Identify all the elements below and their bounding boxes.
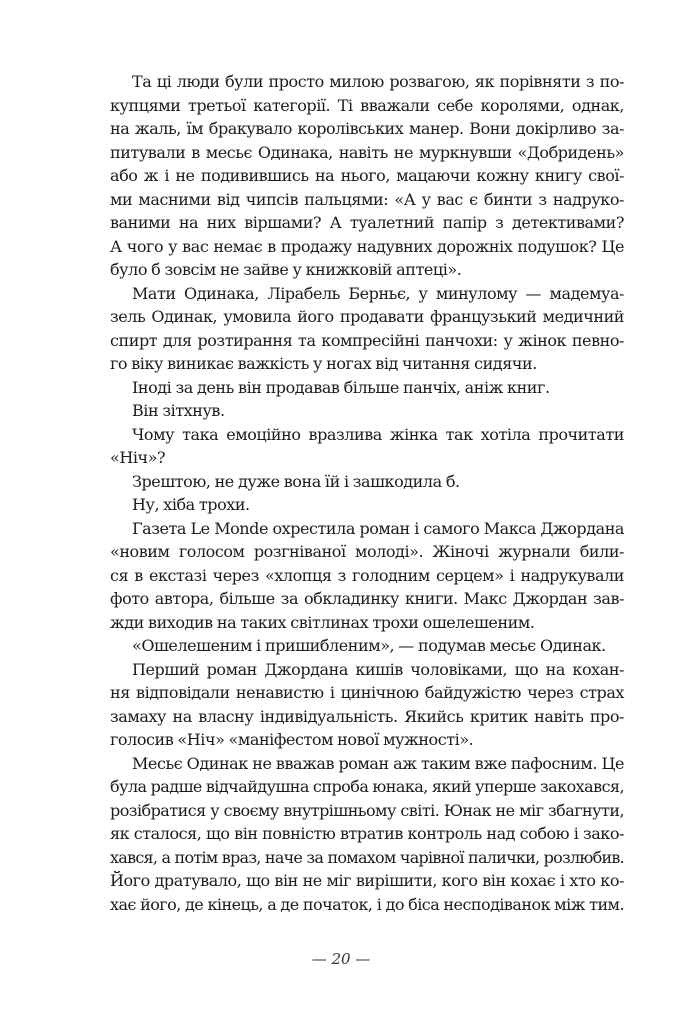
- text-line: питували в месьє Одинака, навіть не муркнувши «Добридень»: [110, 142, 624, 162]
- text-line: на жаль, їм бракувало королівських манер. Вони докірливо за-: [110, 119, 624, 138]
- text-line: спирт для розтирання та компресійні панчохи: у жінок певно-: [110, 330, 624, 350]
- text-line: розібратися у своєму внутрішньому світі. Юнак не міг збагнути,: [110, 800, 624, 820]
- text-line: голосив «Ніч» «маніфестом нової мужності».: [110, 730, 474, 749]
- text-line: Ну, хіба трохи.: [132, 495, 250, 514]
- text-line: Він зітхнув.: [132, 401, 225, 420]
- body-text: [110, 70, 624, 916]
- text-line: хає його, де кінець, а де початок, і до біса несподіванок між тим.: [110, 894, 624, 914]
- text-line: Чому така емоційно вразлива жінка так хотіла прочитати: [132, 424, 624, 444]
- text-line: фото автора, більше за обкладинку книги. Макс Джордан зав-: [110, 589, 624, 608]
- text-line: замаху на власну індивідуальність. Якийсь критик навіть про-: [110, 706, 624, 726]
- text-line: Зрештою, не дуже вона їй і зашкодила б.: [132, 471, 460, 491]
- text-line: «новим голосом розгніваної молоді». Жіночі журнали били-: [110, 542, 624, 561]
- text-line: була радше відчайдушна спроба юнака, який уперше закохався,: [110, 777, 625, 796]
- text-line: як сталося, що він повністю втратив контроль над собою і зако-: [110, 824, 624, 843]
- text-line: «Ошелешеним і пришибленим», — подумав месьє Одинак.: [132, 636, 606, 655]
- text-line: Його дратувало, що він не міг вирішити, кого він кохає і хто ко-: [110, 871, 624, 890]
- text-line: ся в екстазі через «хлопця з голодним серцем» і надрукували: [110, 565, 624, 585]
- text-line: «Ніч»?: [110, 448, 166, 467]
- text-line: ня відповідали ненавистю і цинічною байдужістю через страх: [110, 683, 624, 702]
- text-line: Мати Одинака, Лірабель Берньє, у минулому — мадемуа-: [132, 283, 624, 303]
- text-line: хався, а потім враз, наче за помахом чарівної палички, розлюбив.: [110, 847, 624, 867]
- text-line: ми масними від чипсів пальцями: «А у вас є бинти з надруко-: [110, 189, 624, 209]
- text-line: Перший роман Джордана кишів чоловіками, що на кохан-: [132, 659, 624, 679]
- text-line: зель Одинак, умовила його продавати французький медичний: [110, 307, 624, 326]
- text-line: Месьє Одинак не вважав роман аж таким вже пафосним. Це: [132, 753, 624, 773]
- text-line: було б зовсім не зайве у книжковій аптеці».: [110, 260, 462, 279]
- text-line: ваними на них віршами? А туалетний папір з детективами?: [110, 213, 624, 232]
- text-line: жди виходив на таких світлинах трохи ошелешеним.: [110, 612, 535, 632]
- page-number: — 20 —: [311, 950, 371, 968]
- text-line: купцями третьої категорії. Ті вважали себе королями, однак,: [110, 95, 624, 115]
- text-line: А чого у вас немає в продажу надувних дорожніх подушок? Це: [110, 236, 624, 256]
- text-line: Газета Le Monde охрестила роман і самого Макса Джордана: [132, 518, 624, 538]
- text-line: Іноді за день він продавав більше панчіх, аніж книг.: [132, 377, 550, 397]
- text-line: го віку виникає важкість у ногах від читання сидячи.: [110, 354, 537, 373]
- text-line: або ж і не подивившись на нього, мацаючи кожну книгу свої-: [110, 166, 624, 185]
- text-line: Та ці люди були просто милою розвагою, як порівняти з по-: [132, 72, 624, 91]
